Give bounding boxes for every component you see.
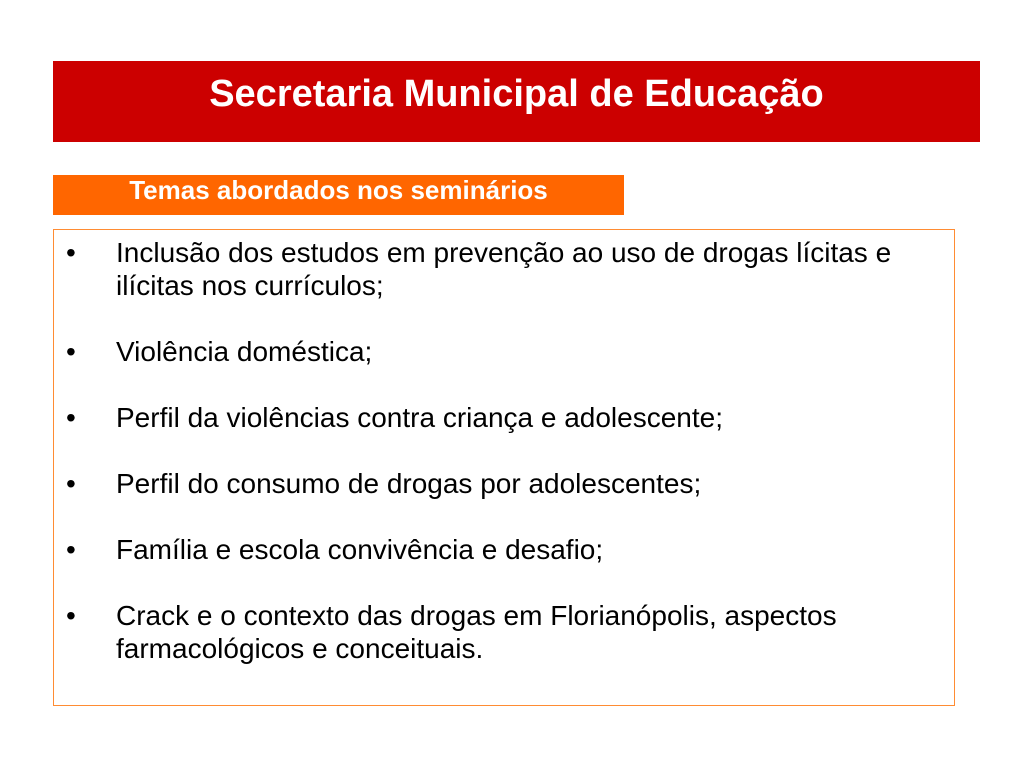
- bullet-icon: •: [66, 600, 76, 631]
- topics-box: [53, 229, 955, 706]
- bullet-icon: •: [66, 468, 76, 499]
- list-item: [54, 401, 954, 434]
- list-item: [54, 335, 954, 368]
- bullet-icon: •: [66, 534, 76, 565]
- topics-list: [54, 236, 954, 698]
- list-item-text: Crack e o contexto das drogas em Florianópolis, aspectos farmacológicos e conceituais.: [116, 600, 837, 664]
- page-title: Secretaria Municipal de Educação: [209, 73, 824, 115]
- list-item-text: Perfil da violências contra criança e adolescente;: [116, 402, 724, 433]
- list-item: [54, 236, 954, 302]
- section-label-banner: [53, 175, 624, 215]
- list-item-text: Perfil do consumo de drogas por adolescentes;: [116, 468, 702, 499]
- list-item-text: Violência doméstica;: [116, 336, 373, 367]
- list-item-text: Inclusão dos estudos em prevenção ao uso de drogas lícitas e ilícitas nos currículos;: [116, 237, 892, 301]
- bullet-icon: •: [66, 336, 76, 367]
- list-item-text: Família e escola convivência e desafio;: [116, 534, 604, 565]
- bullet-icon: •: [66, 402, 76, 433]
- list-item: [54, 533, 954, 566]
- title-banner: [53, 61, 980, 142]
- list-item: [54, 599, 954, 665]
- list-item: [54, 467, 954, 500]
- bullet-icon: •: [66, 237, 76, 268]
- section-heading: Temas abordados nos seminários: [129, 174, 548, 205]
